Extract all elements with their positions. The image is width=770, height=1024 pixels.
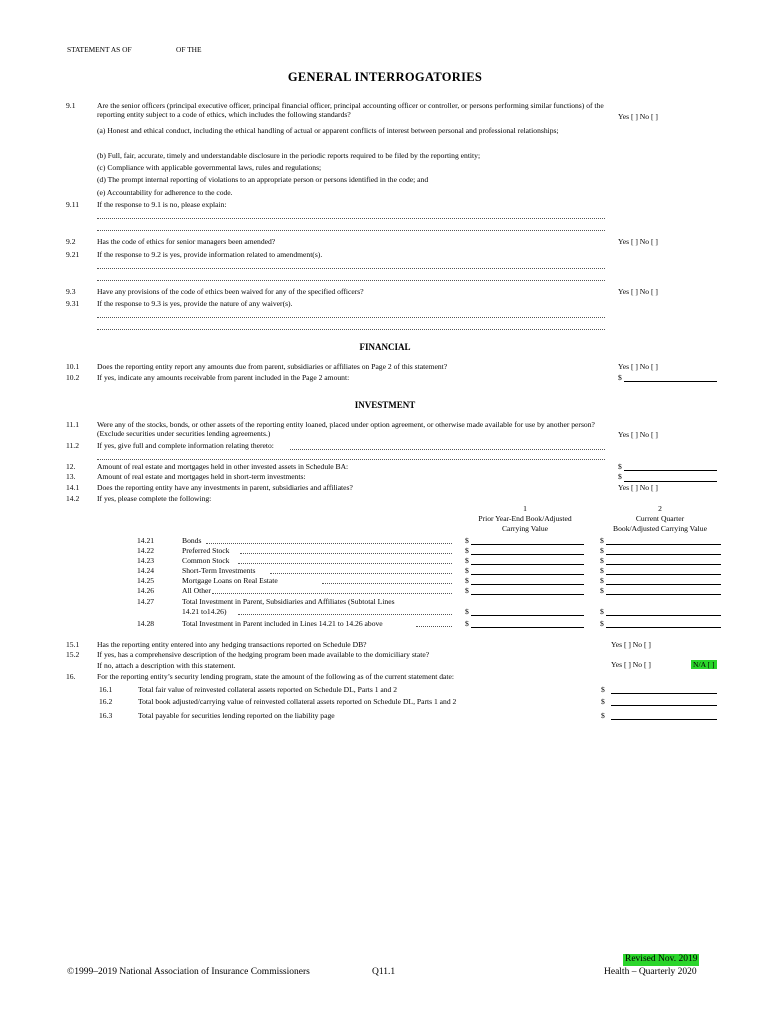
col2-dollar: $: [600, 586, 604, 595]
column-2-header-line-2: Book/Adjusted Carrying Value: [613, 524, 707, 533]
leader-dots: [238, 614, 452, 615]
col1-amount-field[interactable]: [471, 594, 584, 595]
q9-31-question: If the response to 9.3 is yes, provide the nature of any waiver(s).: [97, 299, 293, 308]
leader-dots: [322, 583, 452, 584]
financial-heading: FINANCIAL: [359, 342, 411, 352]
q9-2-yes-no[interactable]: Yes [ ] No [ ]: [618, 237, 658, 246]
q13-number: 13.: [66, 472, 76, 481]
col1-amount-field[interactable]: [471, 554, 584, 555]
q10-2-number: 10.2: [66, 373, 80, 382]
row-14-27-col2-amount-field[interactable]: [606, 615, 721, 616]
col2-amount-field[interactable]: [606, 544, 721, 545]
col2-amount-field[interactable]: [606, 554, 721, 555]
col2-dollar: $: [600, 536, 604, 545]
col1-amount-field[interactable]: [471, 544, 584, 545]
q16-3-label: Total payable for securities lending reported on the liability page: [138, 711, 335, 720]
col2-amount-field[interactable]: [606, 564, 721, 565]
q9-1-number: 9.1: [66, 101, 76, 110]
leader-dots: [206, 543, 452, 544]
col1-dollar: $: [465, 586, 469, 595]
q15-2-number: 15.2: [66, 650, 80, 659]
q9-2-question: Has the code of ethics for senior managers been amended?: [97, 237, 276, 246]
leader-dots: [270, 573, 452, 574]
q9-1-standard-a: (a) Honest and ethical conduct, including the ethical handling of actual or apparent conflicts of interest between personal and professional relationships;: [97, 126, 559, 135]
q14-1-number: 14.1: [66, 483, 80, 492]
form-name: Health – Quarterly 2020: [604, 967, 697, 977]
col1-dollar: $: [465, 566, 469, 575]
leader-dots: [238, 563, 452, 564]
q10-1-number: 10.1: [66, 362, 80, 371]
statement-as-of-label: STATEMENT AS OF: [67, 45, 132, 54]
row-14-27-label-line-2: 14.21 to14.26): [182, 607, 227, 616]
q13-amount-field[interactable]: [624, 481, 717, 482]
q12-question: Amount of real estate and mortgages held in other invested assets in Schedule BA:: [97, 462, 349, 471]
q11-2-answer-line-1[interactable]: [290, 449, 605, 450]
q9-31-answer-line-2[interactable]: [97, 329, 605, 330]
col2-dollar: $: [600, 546, 604, 555]
col2-amount-field[interactable]: [606, 574, 721, 575]
q9-21-answer-line-2[interactable]: [97, 280, 605, 281]
column-1-number: 1: [523, 504, 527, 513]
q9-3-number: 9.3: [66, 287, 76, 296]
leader-dots: [240, 553, 452, 554]
q16-2-amount-field[interactable]: [611, 705, 717, 706]
q11-2-question: If yes, give full and complete information relating thereto:: [97, 441, 274, 450]
q16-3-amount-field[interactable]: [611, 719, 717, 720]
q16-question: For the reporting entity’s security lending program, state the amount of the following as of the current statement date:: [97, 672, 455, 681]
q9-1-question: Are the senior officers (principal executive officer, principal financial officer, principal accounting officer or controller, or persons performing similar functions) of the reporting entity subject to a code of ethics, which includes the following standards?: [97, 101, 604, 120]
q9-1-yes-no[interactable]: Yes [ ] No [ ]: [618, 112, 658, 121]
of-the-label: OF THE: [176, 45, 202, 54]
q15-2-na-option[interactable]: N/A [ ]: [693, 660, 715, 669]
q9-11-answer-line-2[interactable]: [97, 230, 605, 231]
row-14-28-col2-amount-field[interactable]: [606, 627, 721, 628]
copyright-notice: ©1999–2019 National Association of Insurance Commissioners: [67, 967, 310, 977]
q15-2-instruction: If no, attach a description with this statement.: [97, 661, 236, 670]
q15-1-question: Has the reporting entity entered into any hedging transactions reported on Schedule DB?: [97, 640, 367, 649]
q11-2-number: 11.2: [66, 441, 80, 450]
q12-dollar: $: [618, 462, 622, 471]
q10-1-question: Does the reporting entity report any amounts due from parent, subsidiaries or affiliates on Page 2 of this statement?: [97, 362, 448, 371]
q9-2-number: 9.2: [66, 237, 76, 246]
q16-3-dollar: $: [601, 711, 605, 720]
row-label: Common Stock: [182, 556, 230, 565]
q9-1-standard-c: (c) Compliance with applicable governmental laws, rules and regulations;: [97, 163, 322, 172]
leader-dots: [416, 626, 452, 627]
q15-1-yes-no[interactable]: Yes [ ] No [ ]: [611, 640, 651, 649]
q14-1-question: Does the reporting entity have any investments in parent, subsidiaries and affiliates?: [97, 483, 353, 492]
row-number: 14.23: [137, 556, 155, 565]
row-label: Bonds: [182, 536, 202, 545]
q9-11-question: If the response to 9.1 is no, please explain:: [97, 200, 227, 209]
q14-2-question: If yes, please complete the following:: [97, 494, 212, 503]
row-number: 14.26: [137, 586, 155, 595]
q11-1-number: 11.1: [66, 420, 80, 429]
row-14-27-col2-dollar: $: [600, 607, 604, 616]
investment-heading: INVESTMENT: [354, 400, 416, 410]
col2-amount-field[interactable]: [606, 594, 721, 595]
col1-dollar: $: [465, 536, 469, 545]
page-title: GENERAL INTERROGATORIES: [287, 70, 483, 84]
col1-amount-field[interactable]: [471, 574, 584, 575]
row-number: 14.22: [137, 546, 155, 555]
row-14-27-label-line-1: Total Investment in Parent, Subsidiaries and Affiliates (Subtotal Lines: [182, 597, 395, 606]
q12-number: 12.: [66, 462, 76, 471]
q9-1-standard-e: (e) Accountability for adherence to the code.: [97, 188, 233, 197]
row-14-28-label: Total Investment in Parent included in Lines 14.21 to 14.26 above: [182, 619, 383, 628]
q9-21-number: 9.21: [66, 250, 80, 259]
row-14-27-col1-dollar: $: [465, 607, 469, 616]
q16-3-number: 16.3: [99, 711, 113, 720]
col1-amount-field[interactable]: [471, 584, 584, 585]
q14-1-yes-no[interactable]: Yes [ ] No [ ]: [618, 483, 658, 492]
q9-31-number: 9.31: [66, 299, 80, 308]
q9-21-question: If the response to 9.2 is yes, provide information related to amendment(s).: [97, 250, 323, 259]
q16-2-label: Total book adjusted/carrying value of reinvested collateral assets reported on Schedule DL, Parts 1 and 2: [138, 697, 457, 706]
col2-amount-field[interactable]: [606, 584, 721, 585]
q15-2-yes-no[interactable]: Yes [ ] No [ ]: [611, 660, 651, 669]
q16-2-number: 16.2: [99, 697, 113, 706]
q16-1-number: 16.1: [99, 685, 113, 694]
q9-21-answer-line-1[interactable]: [97, 268, 605, 269]
q10-2-question: If yes, indicate any amounts receivable from parent included in the Page 2 amount:: [97, 373, 350, 382]
row-14-28-col1-dollar: $: [465, 619, 469, 628]
q10-2-amount-field[interactable]: [624, 381, 717, 382]
q13-dollar: $: [618, 472, 622, 481]
row-14-27-number: 14.27: [137, 597, 155, 606]
row-number: 14.24: [137, 566, 155, 575]
q12-amount-field[interactable]: [624, 470, 717, 471]
q9-1-standard-d: (d) The prompt internal reporting of violations to an appropriate person or persons identified in the code; and: [97, 175, 429, 184]
q16-2-dollar: $: [601, 697, 605, 706]
col1-dollar: $: [465, 546, 469, 555]
col2-dollar: $: [600, 556, 604, 565]
q16-1-amount-field[interactable]: [611, 693, 717, 694]
q9-31-answer-line-1[interactable]: [97, 317, 605, 318]
q9-11-answer-line-1[interactable]: [97, 218, 605, 219]
q9-1-standard-b: (b) Full, fair, accurate, timely and understandable disclosure in the periodic reports required to be filed by the reporting entity;: [97, 151, 481, 160]
page-number: Q11.1: [372, 967, 396, 977]
q13-question: Amount of real estate and mortgages held in short-term investments:: [97, 472, 306, 481]
q11-1-yes-no[interactable]: Yes [ ] No [ ]: [618, 430, 658, 439]
q9-11-number: 9.11: [66, 200, 80, 209]
leader-dots: [212, 593, 452, 594]
q15-1-number: 15.1: [66, 640, 80, 649]
column-1-header-line-2: Carrying Value: [501, 524, 549, 533]
q16-1-dollar: $: [601, 685, 605, 694]
row-14-27-col1-amount-field[interactable]: [471, 615, 584, 616]
row-label: All Other: [182, 586, 211, 595]
col2-dollar: $: [600, 576, 604, 585]
q10-2-dollar: $: [618, 373, 622, 382]
q10-1-yes-no[interactable]: Yes [ ] No [ ]: [618, 362, 658, 371]
column-1-header-line-1: Prior Year-End Book/Adjusted: [478, 514, 572, 523]
q11-1-question: Were any of the stocks, bonds, or other assets of the reporting entity loaned, placed under option agreement, or otherwise made available for use by another person? (Exclude securities under securities lending agreements.): [97, 420, 595, 439]
column-2-header-line-1: Current Quarter: [635, 514, 685, 523]
q16-number: 16.: [66, 672, 76, 681]
row-label: Short-Term Investments: [182, 566, 256, 575]
column-2-number: 2: [658, 504, 662, 513]
col1-dollar: $: [465, 556, 469, 565]
row-label: Preferred Stock: [182, 546, 230, 555]
q15-2-question: If yes, has a comprehensive description of the hedging program been made available to the domiciliary state?: [97, 650, 430, 659]
row-number: 14.25: [137, 576, 155, 585]
revised-date: Revised Nov. 2019: [625, 954, 698, 964]
q16-1-label: Total fair value of reinvested collateral assets reported on Schedule DL, Parts 1 and 2: [138, 685, 398, 694]
row-label: Mortgage Loans on Real Estate: [182, 576, 278, 585]
col1-amount-field[interactable]: [471, 564, 584, 565]
col2-dollar: $: [600, 566, 604, 575]
row-14-28-number: 14.28: [137, 619, 155, 628]
col1-dollar: $: [465, 576, 469, 585]
row-14-28-col1-amount-field[interactable]: [471, 627, 584, 628]
q9-3-question: Have any provisions of the code of ethics been waived for any of the specified officers?: [97, 287, 364, 296]
q14-2-number: 14.2: [66, 494, 80, 503]
row-number: 14.21: [137, 536, 155, 545]
q11-2-answer-line-2[interactable]: [97, 459, 605, 460]
q9-3-yes-no[interactable]: Yes [ ] No [ ]: [618, 287, 658, 296]
row-14-28-col2-dollar: $: [600, 619, 604, 628]
